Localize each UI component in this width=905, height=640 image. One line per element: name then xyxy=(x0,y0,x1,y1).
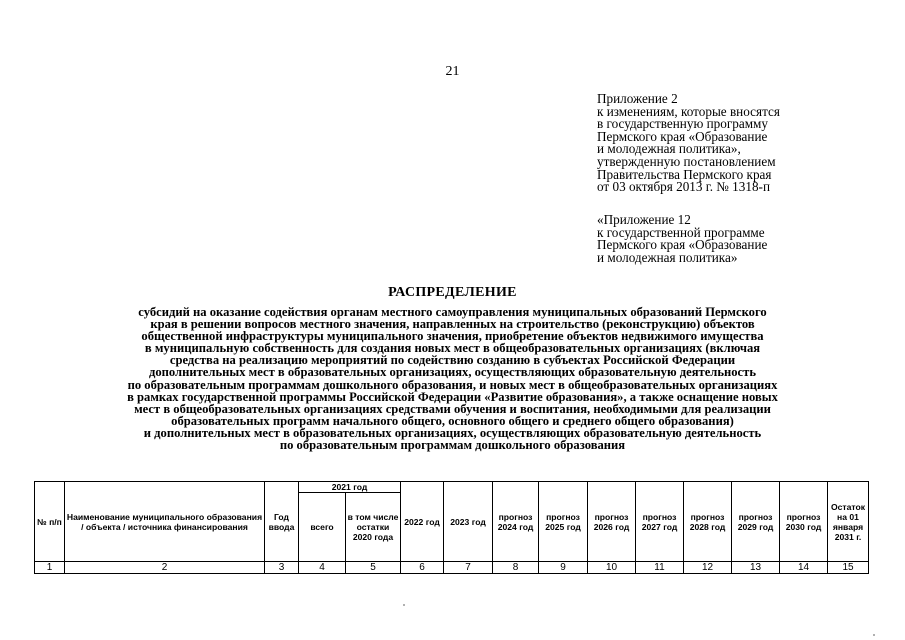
header-2029: прогноз 2029 год xyxy=(732,482,780,562)
header-2021-rest: в том числе остатки 2020 года xyxy=(346,493,401,562)
appendix-2-line: Пермского края «Образование xyxy=(597,128,768,144)
column-number-cell: 4 xyxy=(299,562,346,574)
scan-speck xyxy=(873,634,875,636)
column-number-cell: 13 xyxy=(732,562,780,574)
appendix-2-line: от 03 октября 2013 г. № 1318-п xyxy=(597,179,771,195)
column-number-cell: 7 xyxy=(444,562,493,574)
appendix-12-line: к государственной программе xyxy=(597,224,765,240)
column-number-cell: 11 xyxy=(636,562,684,574)
header-year-input: Год ввода xyxy=(265,482,299,562)
document-title: РАСПРЕДЕЛЕНИЕ xyxy=(388,285,517,300)
subtitle-line: в рамках государственной программы Российской Федерации «Развитие образования», а также оснащение новых xyxy=(127,389,778,404)
column-number-cell: 14 xyxy=(780,562,828,574)
appendix-2-line: Правительства Пермского края xyxy=(597,166,772,182)
distribution-table xyxy=(34,481,869,574)
header-2024: прогноз 2024 год xyxy=(493,482,539,562)
subtitle-line: по образовательным программам дошкольного образования xyxy=(279,438,626,453)
appendix-12-line: и молодежная политика» xyxy=(597,249,738,265)
header-name: Наименование муниципального образования / объекта / источника финансирования xyxy=(65,482,265,562)
column-number-cell: 12 xyxy=(684,562,732,574)
page-number: 21 xyxy=(445,64,460,79)
subtitle-line: края в решении вопросов местного значения, направленных на строительство (реконструкцию) объектов xyxy=(150,317,755,332)
header-2025: прогноз 2025 год xyxy=(539,482,588,562)
scan-speck xyxy=(403,604,405,606)
subtitle-line: общественной инфраструктуры муниципального значения, приобретение объектов недвижимого имущества xyxy=(141,329,764,344)
appendix-2-line: к изменениям, которые вносятся xyxy=(597,103,780,119)
header-number: № п/п xyxy=(35,482,65,562)
appendix-2-line: Приложение 2 xyxy=(597,91,678,106)
appendix-12-reference xyxy=(597,214,857,264)
column-number-cell: 15 xyxy=(828,562,869,574)
header-rest-2031: Остаток на 01 января 2031 г. xyxy=(828,482,869,562)
appendix-2-reference xyxy=(597,93,857,194)
header-2021-total: всего xyxy=(299,493,346,562)
subtitle-line: по образовательным программам дошкольного образования, и новых мест в общеобразовательных организациях xyxy=(127,377,778,392)
subtitle-line: средства на реализацию мероприятий по содействию созданию в субъектах Российской Федерации xyxy=(169,353,736,368)
column-number-cell: 10 xyxy=(588,562,636,574)
subtitle-line: мест в общеобразовательных организациях средствами обучения и воспитания, необходимыми для реализации xyxy=(134,401,771,416)
column-number-cell: 6 xyxy=(401,562,444,574)
subtitle-line: субсидий на оказание содействия органам местного самоуправления муниципальных образований Пермского xyxy=(138,305,767,319)
document-subtitle xyxy=(40,306,865,451)
header-2022: 2022 год xyxy=(401,482,444,562)
column-number-cell: 9 xyxy=(539,562,588,574)
table-row-numbering xyxy=(35,562,869,574)
column-number-cell: 1 xyxy=(35,562,65,574)
appendix-2-line: утвержденную постановлением xyxy=(597,153,776,169)
subtitle-line: дополнительных мест в образовательных организациях, осуществляющих образовательную деятельность xyxy=(148,365,756,380)
subtitle-line: и дополнительных мест в образовательных организациях, осуществляющих образовательную деятельность xyxy=(143,425,762,440)
header-2028: прогноз 2028 год xyxy=(684,482,732,562)
column-number-cell: 2 xyxy=(65,562,265,574)
appendix-12-line: Пермского края «Образование xyxy=(597,237,768,253)
header-group-2021: 2021 год xyxy=(299,482,401,493)
header-2023: 2023 год xyxy=(444,482,493,562)
appendix-12-line: «Приложение 12 xyxy=(597,212,691,227)
column-number-cell: 5 xyxy=(346,562,401,574)
header-2027: прогноз 2027 год xyxy=(636,482,684,562)
appendix-2-line: в государственную программу xyxy=(597,116,768,132)
column-number-cell: 3 xyxy=(265,562,299,574)
subtitle-line: в муниципальную собственность для создания новых мест в общеобразовательных организациях (включая xyxy=(144,341,761,356)
appendix-2-line: и молодежная политика», xyxy=(597,141,741,157)
header-2030: прогноз 2030 год xyxy=(780,482,828,562)
header-2026: прогноз 2026 год xyxy=(588,482,636,562)
column-number-cell: 8 xyxy=(493,562,539,574)
subtitle-line: образовательных программ начального общего, основного общего и среднего общего образования) xyxy=(171,413,734,428)
